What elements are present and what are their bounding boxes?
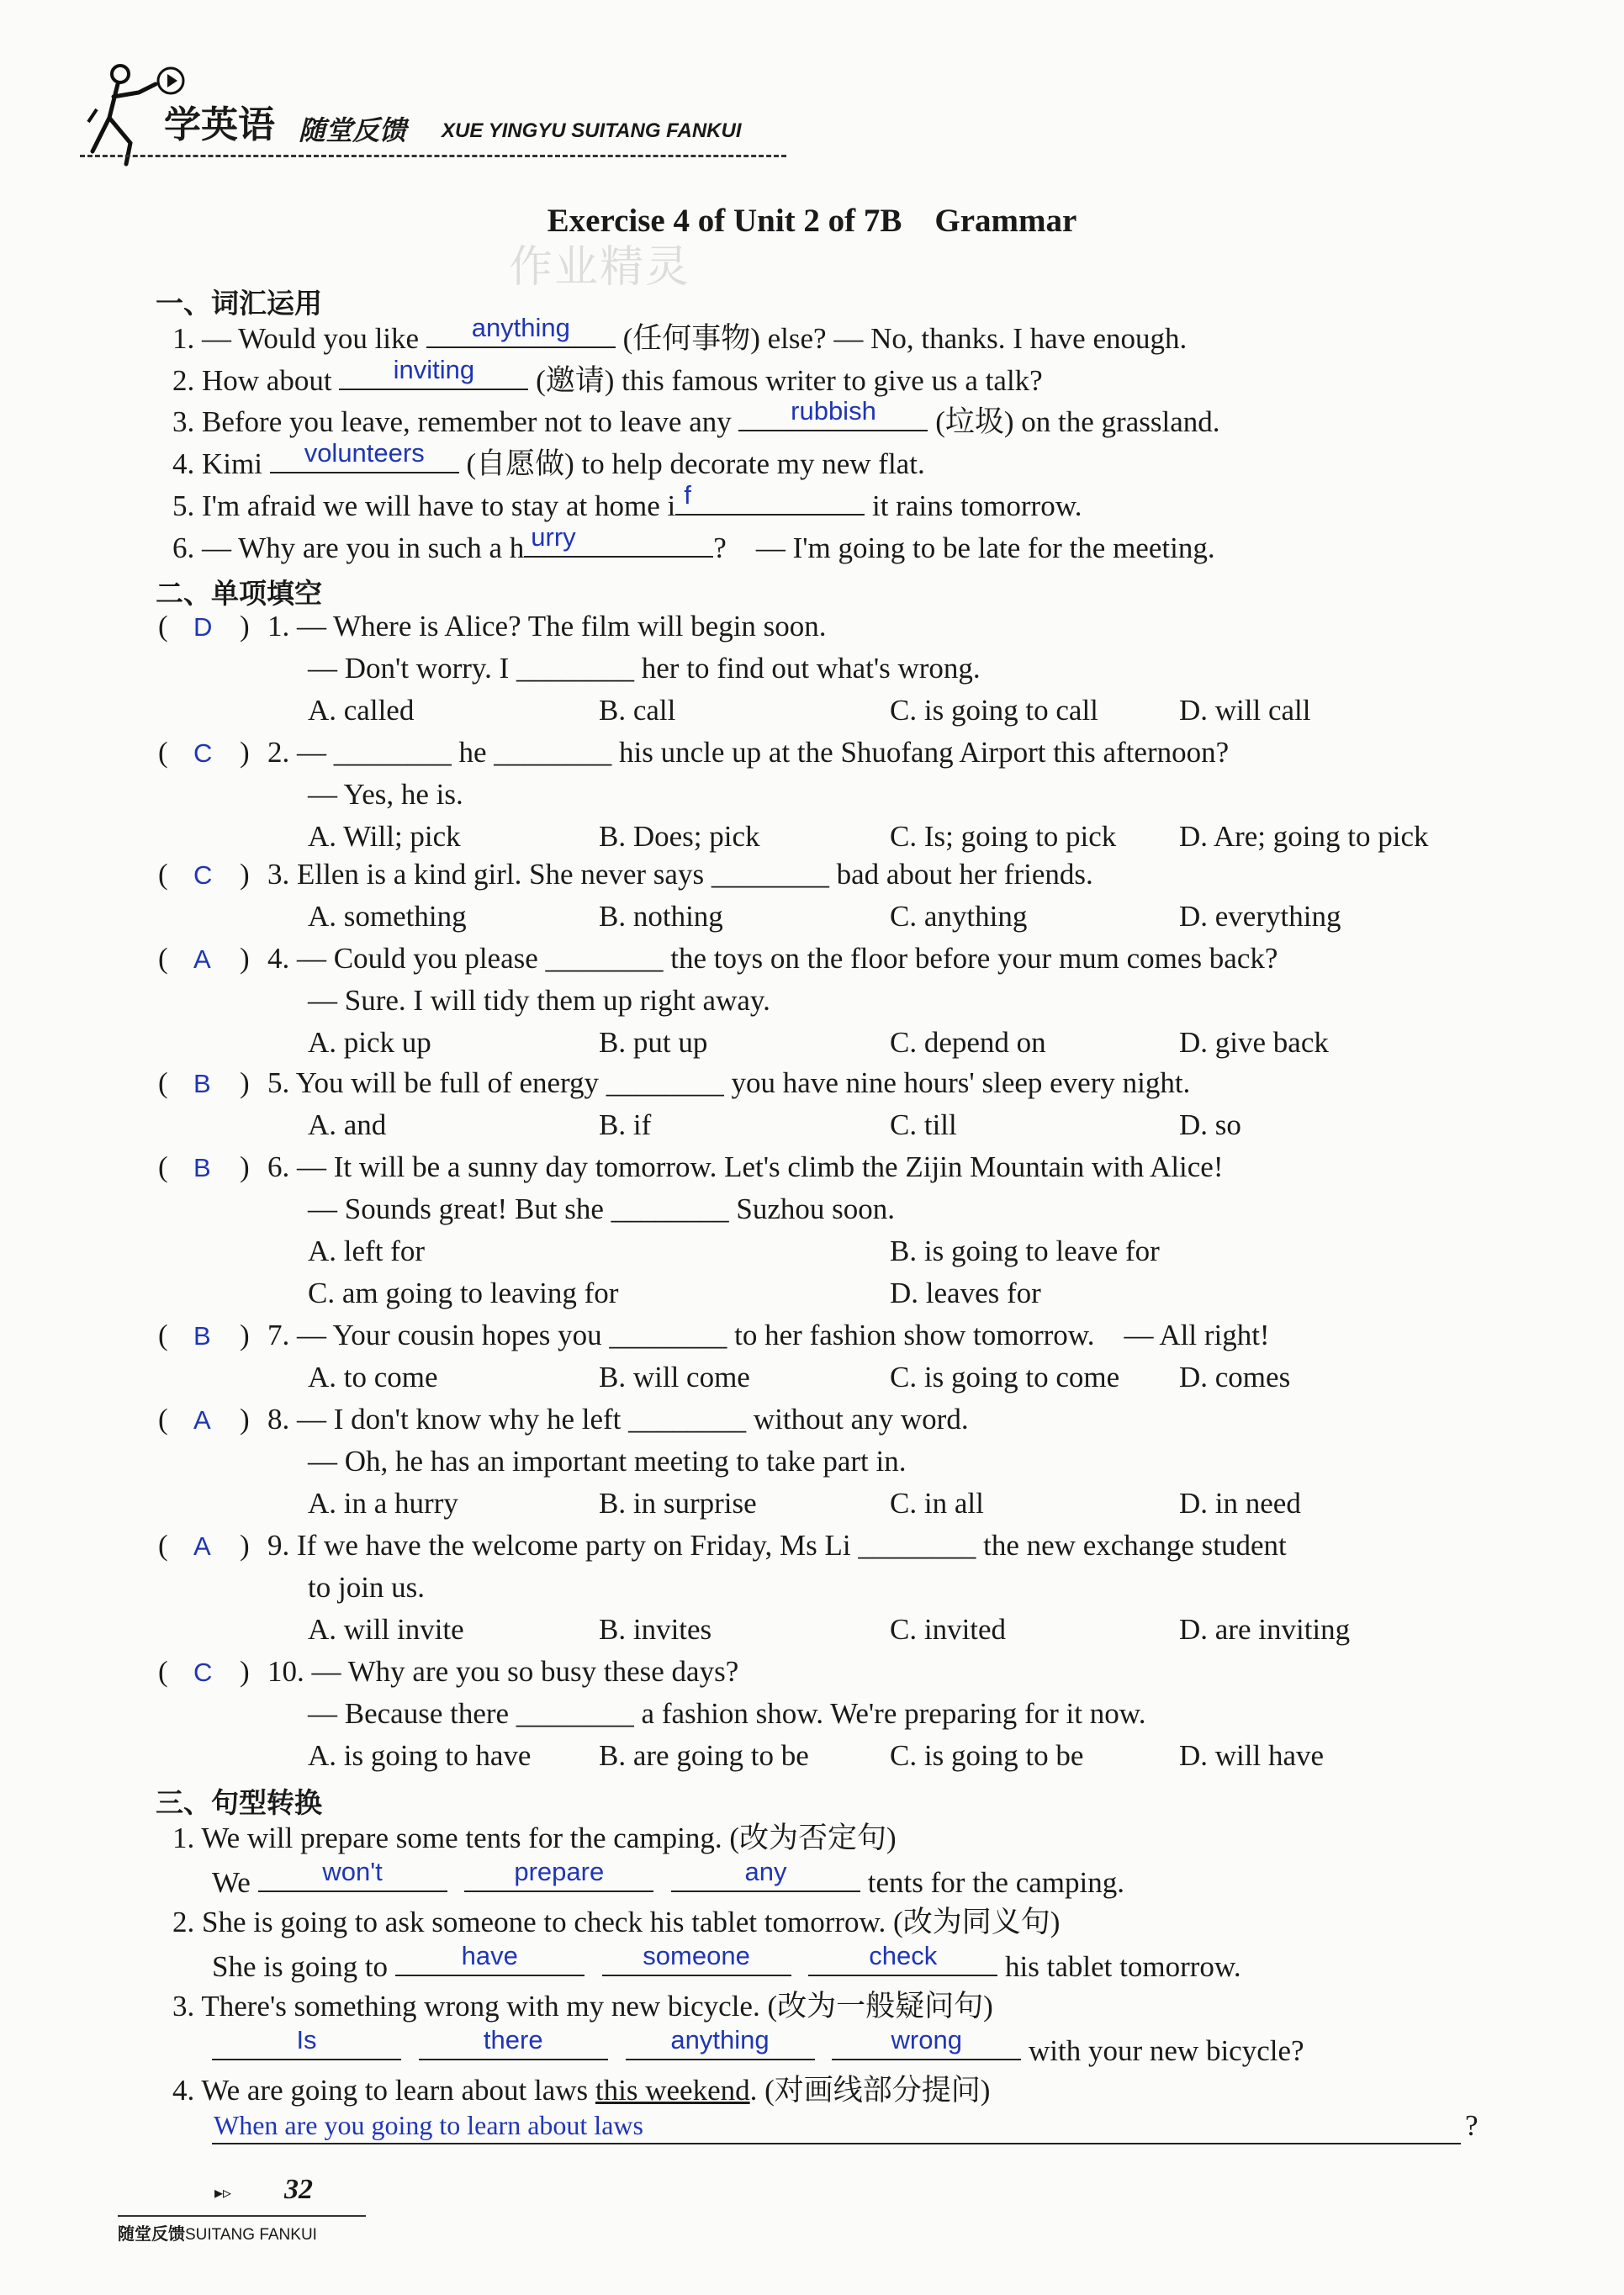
mc-stem-line: 5. You will be full of energy ________ you have nine hours' sleep every night.	[267, 1066, 1191, 1099]
answer-paren: )	[240, 858, 250, 891]
mc-option[interactable]: C. Is; going to pick	[890, 820, 1117, 853]
s3-q3-line: 3. There's something wrong with my new bicycle. (改为一般疑问句)	[172, 1990, 993, 2023]
mc-option[interactable]: C. is going to be	[890, 1739, 1084, 1772]
answer-letter[interactable]: C	[193, 860, 213, 890]
answer-paren: )	[240, 1319, 250, 1351]
mc-stem-line: 3. Ellen is a kind girl. She never says ________ bad about her friends.	[267, 858, 1093, 891]
mc-stem-line: — Oh, he has an important meeting to take part in.	[308, 1445, 907, 1478]
mc-option[interactable]: D. leaves for	[890, 1277, 1041, 1309]
mc-option[interactable]: A. is going to have	[308, 1739, 532, 1772]
mc-option[interactable]: D. will have	[1179, 1739, 1325, 1772]
mc-option[interactable]: B. Does; pick	[599, 820, 760, 853]
s3-q2-blank3[interactable]: check	[808, 1948, 997, 1976]
answer-letter[interactable]: D	[193, 612, 213, 642]
underlined-phrase: this weekend	[595, 2074, 750, 2107]
answer-paren: )	[240, 942, 250, 975]
answer-letter[interactable]: A	[193, 944, 211, 974]
mc-option[interactable]: C. depend on	[890, 1026, 1046, 1059]
answer-letter[interactable]: A	[193, 1405, 211, 1435]
mc-option[interactable]: B. in surprise	[599, 1487, 757, 1520]
section2-heading: 二、单项填空	[156, 577, 322, 610]
answer-paren: )	[240, 610, 250, 642]
mc-option[interactable]: C. till	[890, 1108, 957, 1141]
s3-q1-blank3[interactable]: any	[671, 1864, 860, 1892]
answer-paren: (	[158, 1655, 168, 1688]
footer-brand-cn: 随堂反馈	[118, 2224, 185, 2244]
mc-option[interactable]: A. in a hurry	[308, 1487, 458, 1520]
s3-q4-answer: When are you going to learn about laws	[214, 2110, 643, 2140]
mc-option[interactable]: C. in all	[890, 1487, 984, 1520]
mc-option[interactable]: A. left for	[308, 1235, 425, 1267]
answer-paren: (	[158, 610, 168, 642]
mc-option[interactable]: B. nothing	[599, 900, 723, 933]
s3-q1-blank2[interactable]: prepare	[464, 1864, 653, 1892]
s1-q6: 6. — Why are you in such a h urry ? — I'm going to be late for the meeting.	[172, 522, 1215, 564]
answer-paren: )	[240, 1403, 250, 1436]
page-title: Exercise 4 of Unit 2 of 7B Grammar	[547, 203, 1077, 239]
play-icon	[156, 66, 186, 96]
mc-option[interactable]: B. is going to leave for	[890, 1235, 1160, 1267]
answer-paren: )	[240, 736, 250, 769]
mc-stem-line: 9. If we have the welcome party on Friday, Ms Li ________ the new exchange student	[267, 1529, 1287, 1562]
mc-option[interactable]: A. called	[308, 694, 415, 727]
answer-paren: (	[158, 1066, 168, 1099]
logo-cn: 学英语	[164, 103, 275, 146]
mc-option[interactable]: D. will call	[1179, 694, 1311, 727]
logo-cn2: 随堂反馈	[299, 114, 407, 146]
section1-heading: 一、词汇运用	[156, 287, 322, 320]
mc-option[interactable]: B. will come	[599, 1361, 750, 1393]
section3-heading: 三、句型转换	[156, 1786, 322, 1819]
mc-option[interactable]: B. if	[599, 1108, 652, 1141]
mc-stem-line: 6. — It will be a sunny day tomorrow. Let's climb the Zijin Mountain with Alice!	[267, 1150, 1224, 1183]
mc-option[interactable]: D. so	[1179, 1108, 1241, 1141]
answer-letter[interactable]: B	[193, 1069, 211, 1098]
s1-q2: 2. How about inviting (邀请) this famous writer to give us a talk?	[172, 355, 1043, 397]
watermark: 作业精灵	[509, 242, 691, 293]
s3-q1-line: 1. We will prepare some tents for the camping. (改为否定句)	[172, 1822, 897, 1854]
mc-stem-line: 2. — ________ he ________ his uncle up at the Shuofang Airport this afternoon?	[267, 736, 1230, 769]
mc-stem-line: 10. — Why are you so busy these days?	[267, 1655, 739, 1688]
mc-stem-line: — Yes, he is.	[308, 778, 463, 811]
mc-option[interactable]: C. is going to come	[890, 1361, 1120, 1393]
mc-stem-line: 8. — I don't know why he left ________ without any word.	[267, 1403, 969, 1436]
mc-option[interactable]: D. Are; going to pick	[1179, 820, 1429, 853]
mc-option[interactable]: D. are inviting	[1179, 1613, 1351, 1646]
mc-option[interactable]: D. in need	[1179, 1487, 1301, 1520]
mc-stem-line: — Don't worry. I ________ her to find out what's wrong.	[308, 652, 981, 685]
mc-stem-line: 1. — Where is Alice? The film will begin soon.	[267, 610, 827, 642]
mc-option[interactable]: A. pick up	[308, 1026, 431, 1059]
answer-letter[interactable]: C	[193, 1658, 213, 1687]
mc-option[interactable]: A. Will; pick	[308, 820, 461, 853]
logo-en: XUE YINGYU SUITANG FANKUI	[442, 119, 742, 142]
s3-q4-line: 4. We are going to learn about laws this weekend. (对画线部分提问)	[172, 2074, 991, 2107]
mc-option[interactable]: B. are going to be	[599, 1739, 809, 1772]
s3-q2-answer: She is going to have someone check his tablet tomorrow.	[212, 1941, 1241, 1983]
s3-q1-answer: We won't prepare any tents for the camping.	[212, 1857, 1124, 1899]
header	[80, 59, 786, 168]
mc-option[interactable]: C. anything	[890, 900, 1028, 933]
mc-stem-line: 4. — Could you please ________ the toys on the floor before your mum comes back?	[267, 942, 1278, 975]
footer-brand-en: SUITANG FANKUI	[185, 2226, 317, 2244]
answer-paren: (	[158, 736, 168, 769]
answer-paren: (	[158, 1150, 168, 1183]
mc-stem-line: — Because there ________ a fashion show. We're preparing for it now.	[308, 1697, 1146, 1730]
header-dashed-rule	[80, 155, 786, 157]
mc-stem-line: to join us.	[308, 1571, 426, 1604]
s1-q3: 3. Before you leave, remember not to leave any rubbish (垃圾) on the grassland.	[172, 396, 1220, 438]
s3-q4-answer-line[interactable]	[212, 2111, 1461, 2144]
answer-paren: (	[158, 858, 168, 891]
page-number: 32	[284, 2174, 313, 2205]
s3-q3-blank1[interactable]: Is	[212, 2032, 401, 2060]
mc-option[interactable]: D. everything	[1179, 900, 1341, 933]
s1-q4-blank[interactable]: volunteers	[270, 445, 459, 473]
answer-paren: )	[240, 1150, 250, 1183]
answer-paren: (	[158, 1403, 168, 1436]
mc-option[interactable]: C. invited	[890, 1613, 1007, 1646]
s3-q3-blank3[interactable]: anything	[626, 2032, 815, 2060]
answer-paren: )	[240, 1529, 250, 1562]
s3-q3-blank4[interactable]: wrong	[832, 2032, 1021, 2060]
mc-option[interactable]: A. something	[308, 900, 467, 933]
mc-stem-line: — Sure. I will tidy them up right away.	[308, 984, 770, 1017]
mc-stem-line: — Sounds great! But she ________ Suzhou soon.	[308, 1192, 896, 1225]
mc-option[interactable]: A. to come	[308, 1361, 438, 1393]
answer-paren: (	[158, 942, 168, 975]
mc-stem-line: 7. — Your cousin hopes you ________ to her fashion show tomorrow. — All right!	[267, 1319, 1270, 1351]
answer-letter[interactable]: B	[193, 1153, 211, 1182]
s1-q1-blank[interactable]: anything	[426, 320, 616, 348]
s1-q3-blank[interactable]: rubbish	[738, 403, 928, 431]
s1-q6-blank[interactable]: urry	[524, 529, 713, 558]
mc-option[interactable]: A. and	[308, 1108, 387, 1141]
s1-q5: 5. I'm afraid we will have to stay at home i f it rains tomorrow.	[172, 480, 1082, 522]
answer-letter[interactable]: C	[193, 738, 213, 768]
s3-q3-answer: Is there anything wrong with your new bicycle?	[212, 2032, 1304, 2068]
footer-arrows: ▸▹	[214, 2182, 232, 2202]
s1-q1: 1. — Would you like anything (任何事物) else? — No, thanks. I have enough.	[172, 313, 1188, 355]
s3-q4-qmark: ?	[1465, 2109, 1479, 2142]
s3-q1-blank1[interactable]: won't	[258, 1864, 447, 1892]
answer-letter[interactable]: B	[193, 1321, 211, 1351]
answer-paren: (	[158, 1529, 168, 1562]
mc-option[interactable]: B. call	[599, 694, 676, 727]
s3-q2-blank1[interactable]: have	[395, 1948, 585, 1976]
s1-q2-blank[interactable]: inviting	[339, 362, 528, 390]
answer-letter[interactable]: A	[193, 1531, 211, 1561]
answer-paren: )	[240, 1066, 250, 1099]
s1-q4: 4. Kimi volunteers (自愿做) to help decorate my new flat.	[172, 438, 925, 480]
mc-option[interactable]: A. will invite	[308, 1613, 464, 1646]
s3-q2-blank2[interactable]: someone	[602, 1948, 791, 1976]
answer-paren: )	[240, 1655, 250, 1688]
mc-option[interactable]: C. is going to call	[890, 694, 1098, 727]
mc-option[interactable]: D. comes	[1179, 1361, 1291, 1393]
answer-paren: (	[158, 1319, 168, 1351]
mc-option[interactable]: D. give back	[1179, 1026, 1329, 1059]
s1-q5-blank[interactable]: f	[675, 487, 865, 516]
footer-brand	[118, 2215, 366, 2245]
mc-option[interactable]: C. am going to leaving for	[308, 1277, 619, 1309]
mc-option[interactable]: B. put up	[599, 1026, 708, 1059]
s3-q3-blank2[interactable]: there	[419, 2032, 608, 2060]
mc-option[interactable]: B. invites	[599, 1613, 712, 1646]
s3-q2-line: 2. She is going to ask someone to check his tablet tomorrow. (改为同义句)	[172, 1906, 1061, 1938]
